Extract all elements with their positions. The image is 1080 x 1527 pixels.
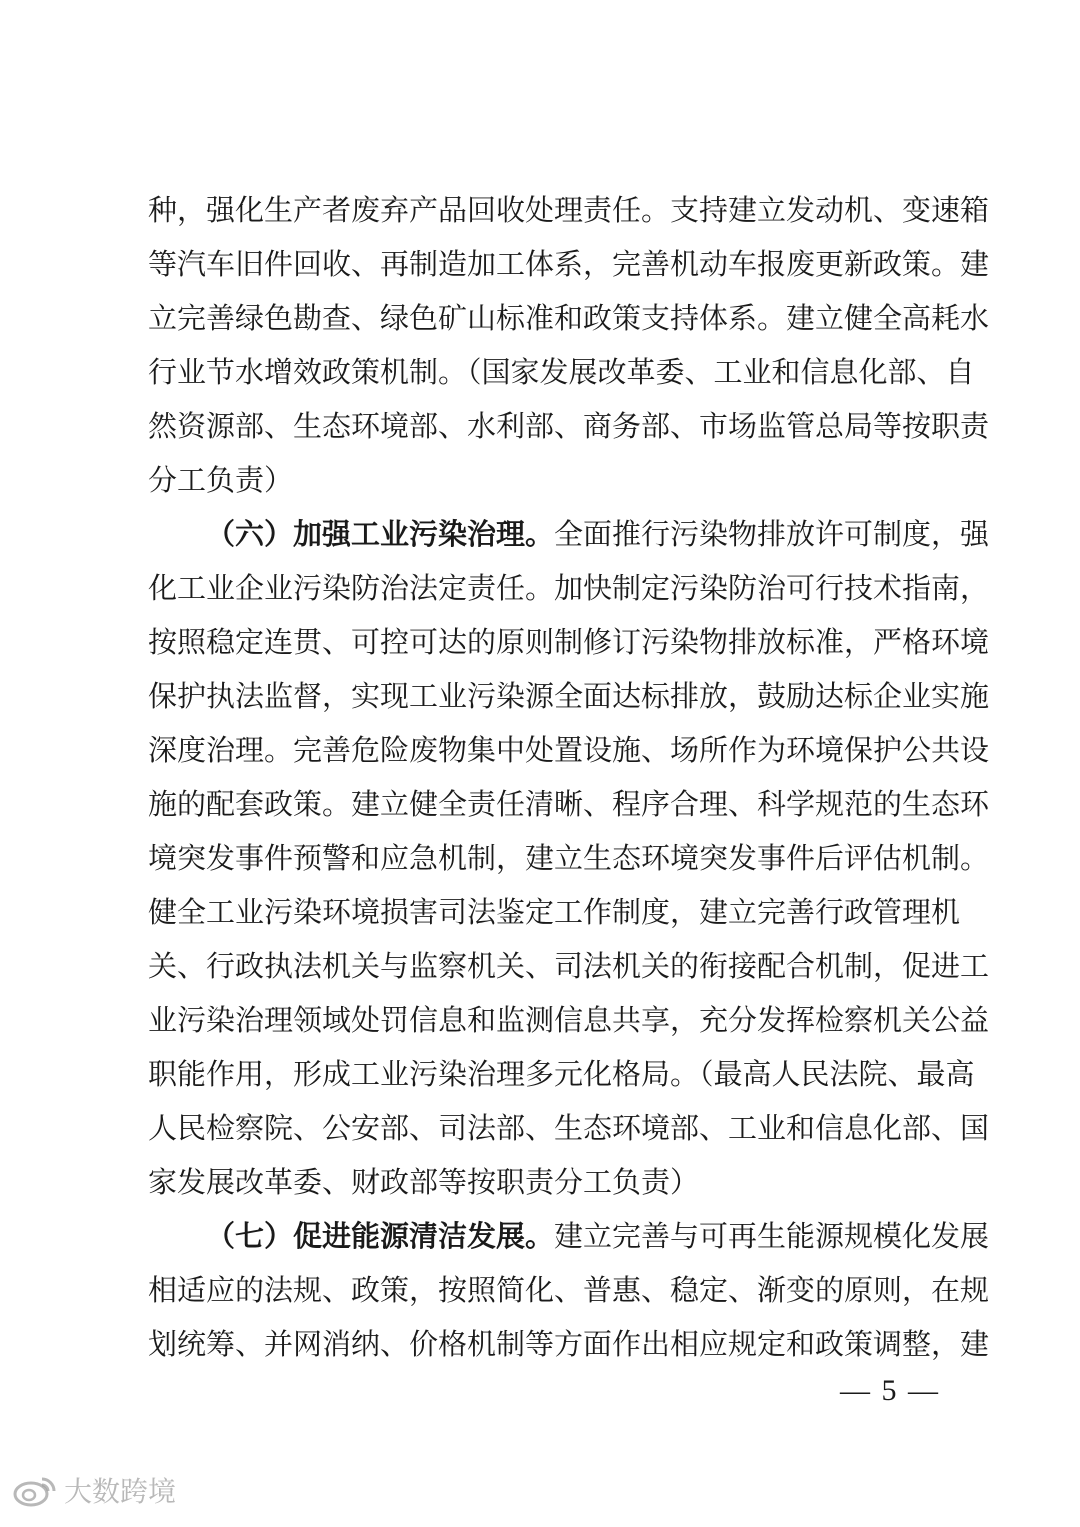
text-line: 划统筹、并网消纳、价格机制等方面作出相应规定和政策调整，建	[148, 1327, 990, 1361]
text-line: 职能作用，形成工业污染治理多元化格局。（最高人民法院、最高	[148, 1057, 975, 1091]
section-heading-6: （六）加强工业污染治理。	[206, 517, 555, 551]
text-line: 等汽车旧件回收、再制造加工体系，完善机动车报废更新政策。建	[148, 247, 990, 281]
text-line	[148, 1209, 990, 1263]
text-line: 保护执法监督，实现工业污染源全面达标排放，鼓励达标企业实施	[148, 679, 990, 713]
text-run: 建立完善与可再生能源规模化发展	[554, 1219, 990, 1253]
text-line: 然资源部、生态环境部、水利部、商务部、市场监管总局等按职责	[148, 409, 990, 443]
text-line: 业污染治理领域处罚信息和监测信息共享，充分发挥检察机关公益	[148, 1003, 990, 1037]
text-line: 化工业企业污染防治法定责任。加快制定污染防治可行技术指南，	[148, 571, 990, 605]
text-line: 境突发事件预警和应急机制，建立生态环境突发事件后评估机制。	[148, 841, 990, 875]
paragraph-3	[148, 1209, 990, 1371]
document-body	[148, 183, 990, 1371]
text-line: 健全工业污染环境损害司法鉴定工作制度，建立完善行政管理机	[148, 895, 961, 929]
text-line: 家发展改革委、财政部等按职责分工负责）	[148, 1165, 700, 1199]
watermark	[12, 1470, 176, 1510]
page-number: — 5 —	[840, 1374, 940, 1407]
paragraph-2	[148, 507, 990, 1209]
weibo-logo-icon	[12, 1473, 58, 1507]
text-line	[148, 507, 990, 561]
text-line: 关、行政执法机关与监察机关、司法机关的衔接配合机制，促进工	[148, 949, 990, 983]
text-line: 分工负责）	[148, 463, 294, 497]
text-run: 全面推行污染物排放许可制度，强	[554, 517, 990, 551]
watermark-text: 大数跨境	[64, 1475, 177, 1508]
text-line: 人民检察院、公安部、司法部、生态环境部、工业和信息化部、国	[148, 1111, 990, 1145]
section-heading-7: （七）促进能源清洁发展。	[206, 1219, 555, 1253]
text-line: 行业节水增效政策机制。（国家发展改革委、工业和信息化部、自	[148, 355, 975, 389]
paragraph-1	[148, 183, 990, 507]
text-line: 施的配套政策。建立健全责任清晰、程序合理、科学规范的生态环	[148, 787, 990, 821]
text-line: 种，强化生产者废弃产品回收处理责任。支持建立发动机、变速箱	[148, 193, 990, 227]
text-line: 深度治理。完善危险废物集中处置设施、场所作为环境保护公共设	[148, 733, 990, 767]
text-line: 相适应的法规、政策，按照简化、普惠、稳定、渐变的原则，在规	[148, 1273, 990, 1307]
text-line: 立完善绿色勘查、绿色矿山标准和政策支持体系。建立健全高耗水	[148, 301, 990, 335]
text-line: 按照稳定连贯、可控可达的原则制修订污染物排放标准，严格环境	[148, 625, 990, 659]
